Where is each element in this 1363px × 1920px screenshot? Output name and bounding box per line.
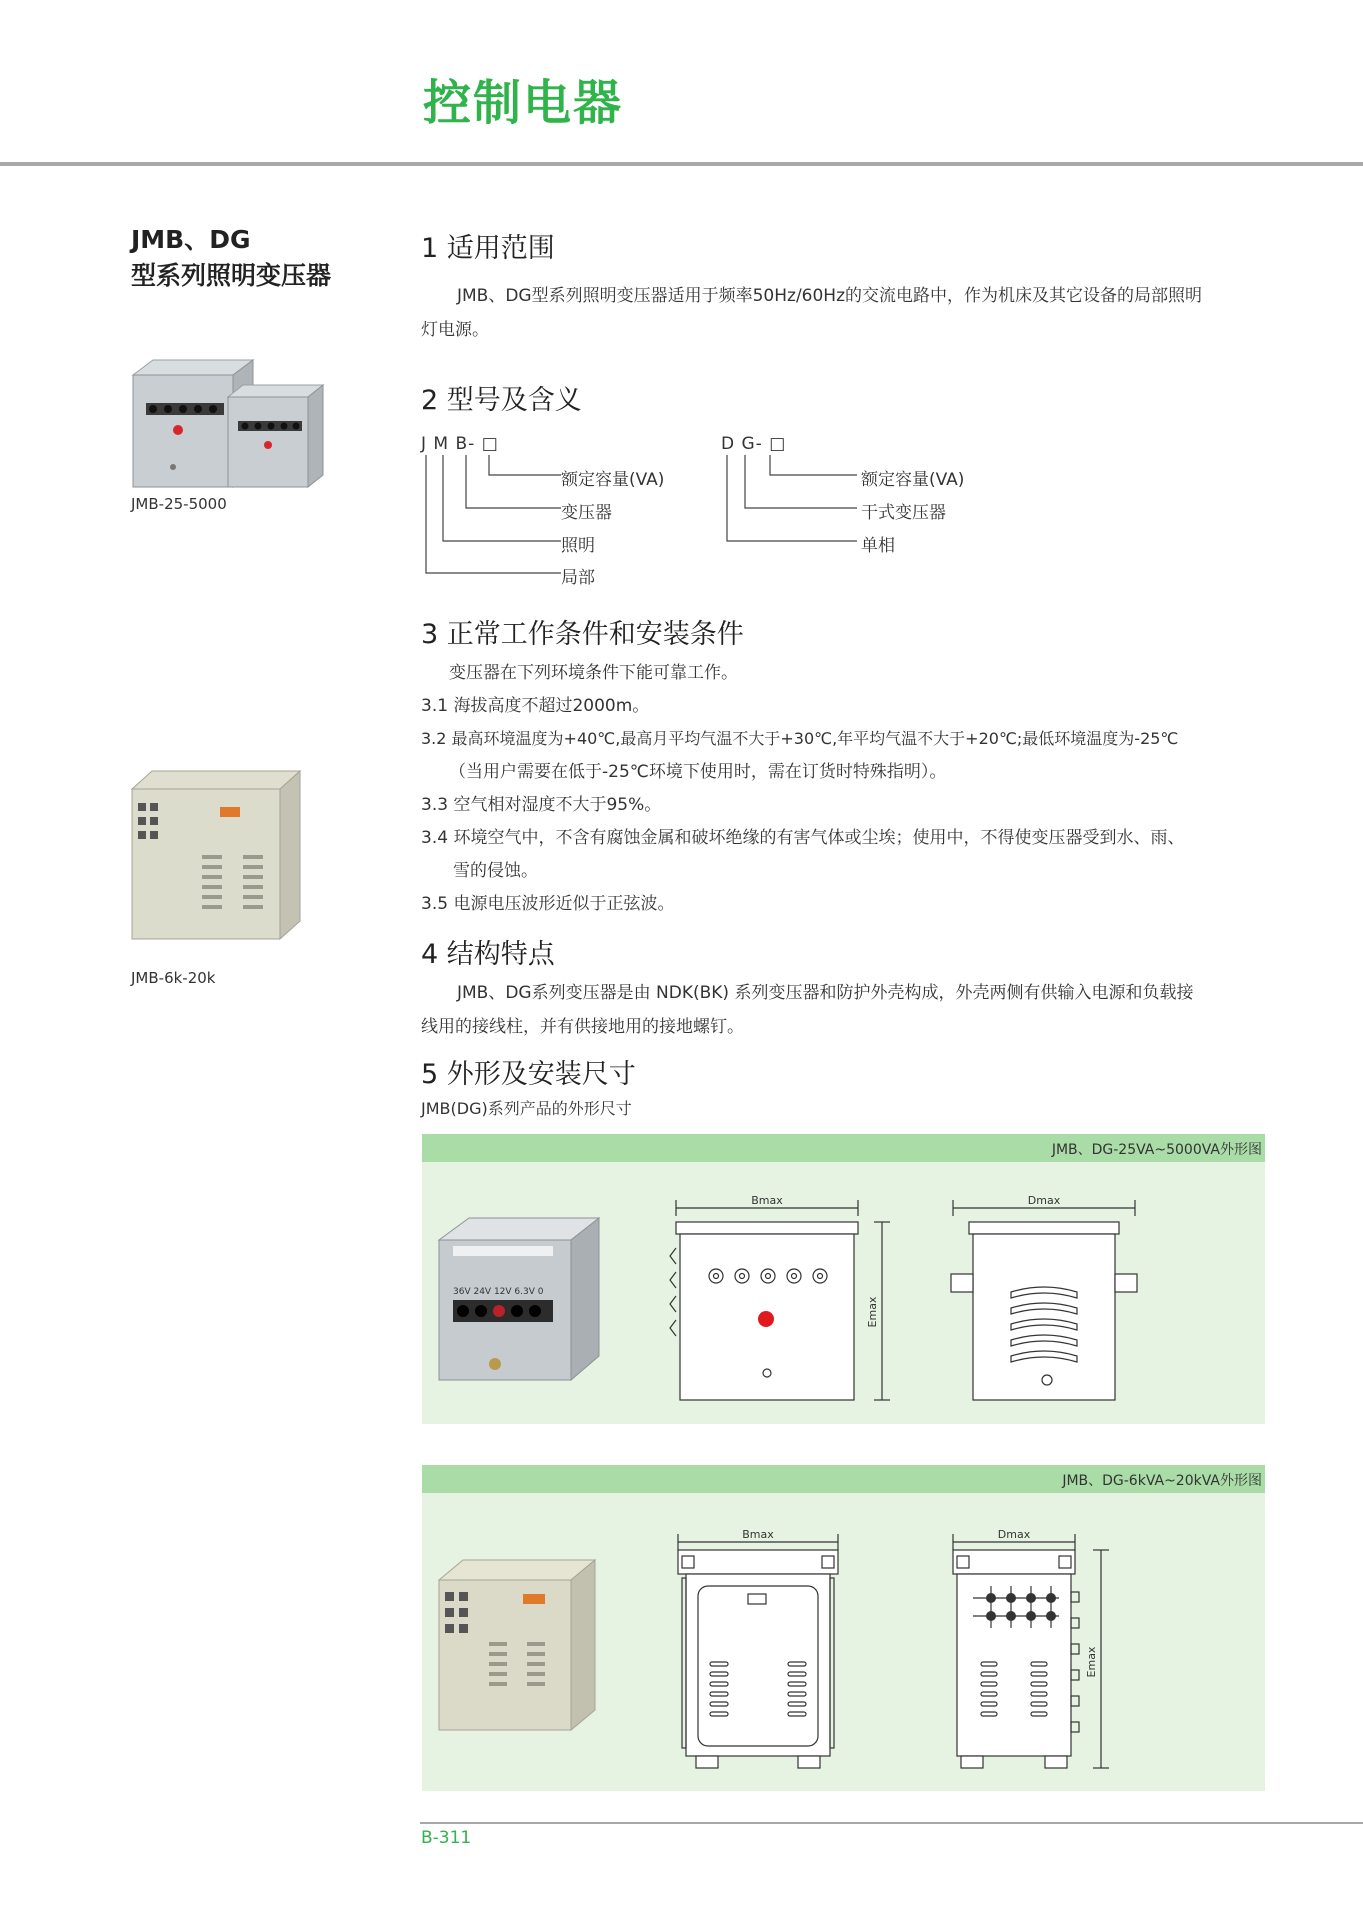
condition-3-2-note: （当用户需要在低于-25℃环境下使用时，需在订货时特殊指明）。 (449, 762, 947, 782)
page-number: B-311 (421, 1828, 472, 1848)
product-photo-small (128, 355, 328, 495)
panel1-dim-e: Emax (866, 1296, 879, 1328)
panel1-dim-b: Bmax (751, 1194, 783, 1207)
jmb-label-lighting: 照明 (561, 536, 595, 556)
panel1-photo-voltage-label: 36V 24V 12V 6.3V 0 (453, 1287, 544, 1297)
section4-text-line2: 线用的接线柱，并有供接地用的接地螺钉。 (421, 1017, 744, 1037)
category-title: 控制电器 (423, 75, 624, 131)
dg-label-single-phase: 单相 (861, 536, 895, 556)
panel2-front-drawing (668, 1522, 848, 1787)
section3-intro: 变压器在下列环境条件下能可靠工作。 (449, 663, 738, 683)
section5-subtitle: JMB(DG)系列产品的外形尺寸 (421, 1099, 632, 1118)
condition-3-4-cont: 雪的侵蚀。 (453, 861, 538, 881)
panel2-caption: JMB、DG-6kVA~20kVA外形图 (1062, 1473, 1262, 1489)
footer-divider (420, 1822, 1363, 1824)
header-divider (0, 162, 1363, 166)
panel1-dim-d: Dmax (1027, 1194, 1061, 1207)
panel2-dim-e: Emax (1085, 1646, 1098, 1678)
dg-label-dry-transformer: 干式变压器 (861, 503, 946, 523)
condition-3-4: 3.4 环境空气中，不含有腐蚀金属和破坏绝缘的有害气体或尘埃；使用中，不得使变压器受到水、雨、 (421, 828, 1185, 848)
section3-heading: 3 正常工作条件和安装条件 (421, 619, 744, 650)
panel2-side-drawing (945, 1522, 1125, 1787)
jmb-code: J M B- □ (421, 434, 499, 454)
condition-3-2: 3.2 最高环境温度为+40℃,最高月平均气温不大于+30℃,年平均气温不大于+20℃;最低环境温度为-25℃ (421, 729, 1179, 748)
dg-code-lines (721, 455, 871, 555)
section5-heading: 5 外形及安装尺寸 (421, 1059, 636, 1090)
condition-3-1: 3.1 海拔高度不超过2000m。 (421, 696, 650, 716)
condition-3-3: 3.3 空气相对湿度不大于95%。 (421, 795, 662, 815)
section1-text-line2: 灯电源。 (421, 320, 489, 340)
panel1-caption: JMB、DG-25VA~5000VA外形图 (1051, 1142, 1262, 1158)
panel1-side-drawing (945, 1188, 1145, 1413)
section1-text-line1: JMB、DG型系列照明变压器适用于频率50Hz/60Hz的交流电路中，作为机床及其它设备的局部照明 (457, 286, 1203, 306)
panel2-photo (435, 1550, 605, 1740)
dg-label-capacity: 额定容量(VA) (861, 470, 965, 490)
jmb-code-lines (421, 455, 571, 585)
product-title-line1: JMB、DG (131, 225, 251, 254)
condition-3-5: 3.5 电源电压波形近似于正弦波。 (421, 894, 675, 914)
jmb-label-transformer: 变压器 (561, 503, 612, 523)
jmb-label-capacity: 额定容量(VA) (561, 470, 665, 490)
panel1-photo (435, 1210, 605, 1385)
product-photo-large (128, 765, 308, 945)
product-title-line2: 型系列照明变压器 (131, 261, 332, 290)
panel2-dim-b: Bmax (742, 1528, 774, 1541)
section4-text-line1: JMB、DG系列变压器是由 NDK(BK) 系列变压器和防护外壳构成，外壳两侧有供输入电源和负载接 (457, 983, 1194, 1003)
product-title (131, 222, 331, 294)
section2-heading: 2 型号及含义 (421, 385, 582, 416)
photo2-caption: JMB-6k-20k (131, 969, 216, 987)
section4-heading: 4 结构特点 (421, 939, 555, 970)
panel1-front-drawing (668, 1188, 908, 1413)
section1-heading: 1 适用范围 (421, 233, 555, 264)
dg-code: D G- □ (721, 434, 787, 454)
photo1-caption: JMB-25-5000 (131, 495, 227, 513)
jmb-label-local: 局部 (561, 568, 595, 588)
panel2-dim-d: Dmax (997, 1528, 1031, 1541)
